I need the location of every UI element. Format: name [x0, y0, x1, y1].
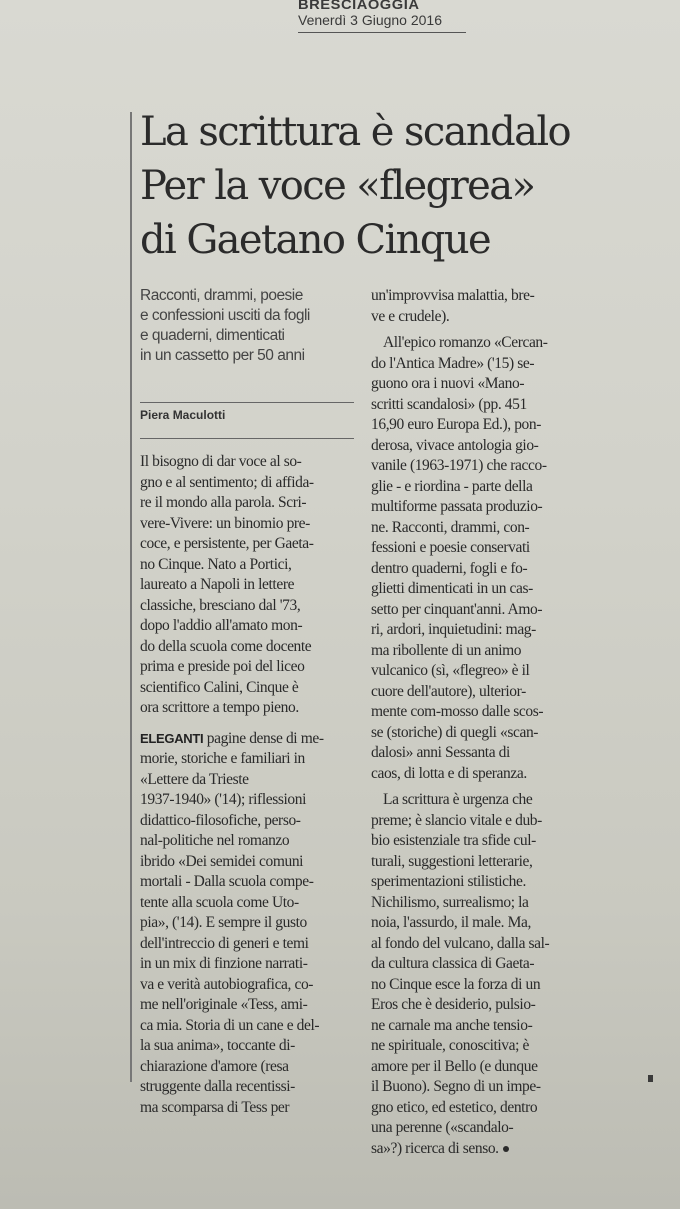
text-line-content: mente com-mosso dalle scos-	[371, 703, 544, 720]
text-line	[140, 1057, 358, 1078]
text-line	[371, 559, 593, 580]
text-line-content: ne spirituale, conoscitiva; è	[371, 1037, 529, 1054]
text-line	[371, 620, 593, 641]
text-line-content: ne. Racconti, drammi, con-	[371, 518, 530, 536]
text-line-content: amore per il Bello (e dunque	[371, 1057, 538, 1075]
masthead-rule	[298, 32, 466, 33]
text-line	[140, 534, 358, 555]
text-line-content: guono ora i nuovi «Mano-	[371, 375, 525, 392]
text-line	[371, 1036, 593, 1057]
text-line	[371, 374, 593, 395]
paragraph-4	[371, 790, 593, 1159]
paragraph-1	[140, 452, 358, 719]
text-line	[371, 764, 593, 785]
text-line-content: pia», ('14). E sempre il gusto	[140, 914, 307, 931]
text-line-content: didattico-filosofiche, perso-	[140, 811, 301, 829]
text-line	[371, 811, 593, 832]
headline-line: di Gaetano Cinque	[140, 217, 491, 263]
kicker-continuation: pagine dense di me-	[203, 729, 324, 747]
paragraph-3	[371, 333, 593, 784]
text-line-content: no Cinque esce la forza di un	[371, 975, 541, 993]
text-line-content: turali, suggestioni letterarie,	[371, 852, 533, 870]
text-line-content: sa»?) ricerca di senso.	[371, 1139, 499, 1157]
text-line-content: tente alla scuola come Uto-	[140, 893, 299, 911]
text-line	[371, 286, 593, 307]
text-line-content: prima e preside poi del liceo	[140, 658, 305, 675]
text-line-content: ibrido «Dei semidei comuni	[140, 852, 304, 870]
text-line	[371, 682, 593, 703]
text-line-content: chiarazione d'amore (resa	[140, 1057, 289, 1075]
text-line	[371, 354, 593, 375]
text-line-content: ma ribollente di un animo	[371, 641, 522, 659]
text-line-content: ora scrittore a tempo pieno.	[140, 699, 299, 716]
article-column-2	[371, 286, 593, 1159]
text-line	[140, 831, 358, 852]
text-line	[371, 954, 593, 975]
text-line	[371, 579, 593, 600]
text-line-content: vere-Vivere: un binomio pre-	[140, 514, 310, 532]
text-line	[140, 657, 358, 678]
text-line	[140, 954, 358, 975]
standfirst-line: Racconti, drammi, poesie	[140, 287, 303, 304]
text-line	[140, 749, 358, 770]
text-line	[371, 872, 593, 893]
masthead	[298, 0, 468, 28]
text-line-content: cuore dell'autore), ulterior-	[371, 682, 526, 700]
text-line	[371, 1118, 593, 1139]
text-line-content: dentro quaderni, fogli e fo-	[371, 559, 528, 577]
text-line	[140, 596, 358, 617]
text-line	[371, 436, 593, 457]
text-line-content: scritti scandalosi» (pp. 451	[371, 395, 527, 413]
text-line-content: La scrittura è urgenza che	[383, 791, 533, 808]
text-line-content: re il mondo alla parola. Scri-	[140, 494, 307, 511]
text-line-content: noia, l'assurdo, il male. Ma,	[371, 914, 531, 931]
text-line	[371, 497, 593, 518]
text-line-content: morie, storiche e familiari in	[140, 750, 305, 767]
text-line	[140, 698, 358, 719]
text-line	[140, 1077, 358, 1098]
text-line-content: Eros che è desiderio, pulsio-	[371, 996, 536, 1013]
text-line	[140, 514, 358, 535]
text-line	[371, 893, 593, 914]
text-line	[371, 831, 593, 852]
text-line	[140, 1036, 358, 1057]
text-line	[140, 1016, 358, 1037]
text-line-content: 16,90 euro Europa Ed.), pon-	[371, 416, 542, 433]
text-line	[140, 473, 358, 494]
text-line-content: Nichilismo, surrealismo; la	[371, 893, 529, 911]
kicker-line	[140, 729, 358, 750]
text-line-content: ma scomparsa di Tess per	[140, 1098, 290, 1116]
text-line	[371, 1139, 593, 1160]
text-line	[140, 493, 358, 514]
text-line-content: 1937-1940» ('14); riflessioni	[140, 791, 306, 808]
text-line	[140, 995, 358, 1016]
text-line	[140, 616, 358, 637]
paragraph-gap	[140, 719, 358, 729]
text-line-content: dalosi» anni Sessanta di	[371, 744, 510, 761]
text-line	[140, 913, 358, 934]
text-line	[140, 852, 358, 873]
text-line	[371, 538, 593, 559]
text-line	[140, 872, 358, 893]
headline-line: La scrittura è scandalo	[140, 109, 571, 155]
text-line	[371, 1077, 593, 1098]
text-line	[371, 913, 593, 934]
text-line-content: fessioni e poesie conservati	[371, 539, 530, 556]
article-column-1	[140, 452, 358, 1118]
text-line-content: nal-politiche nel romanzo	[140, 832, 290, 849]
text-line	[371, 743, 593, 764]
text-line-content: sperimentazioni stilistiche.	[371, 873, 526, 890]
byline-top-rule	[140, 402, 354, 403]
text-line-content: Il bisogno di dar voce al so-	[140, 453, 302, 470]
text-line-content: laureato a Napoli in lettere	[140, 576, 295, 593]
standfirst-line: e confessioni usciti da fogli	[140, 307, 310, 324]
text-line	[140, 637, 358, 658]
column-divider	[130, 112, 132, 1082]
text-line	[371, 1016, 593, 1037]
text-line-content: dell'intreccio di generi e temi	[140, 934, 309, 952]
text-line	[140, 452, 358, 473]
paragraph-continued	[371, 286, 593, 327]
newspaper-name: BRESCIAOGGIA	[298, 0, 420, 12]
text-line-content: mortali - Dalla scuola compe-	[140, 873, 314, 890]
kicker: ELEGANTI	[140, 730, 204, 746]
text-line	[371, 307, 593, 328]
text-line-content: il Buono). Segno di un impe-	[371, 1078, 541, 1095]
text-line	[371, 477, 593, 498]
text-line-content: All'epico romanzo «Cercan-	[383, 334, 548, 351]
standfirst	[140, 286, 362, 366]
text-line	[371, 395, 593, 416]
text-line-content: da cultura classica di Gaeta-	[371, 955, 535, 972]
text-line-content: va e verità autobiografica, co-	[140, 975, 314, 993]
text-line-content: al fondo del vulcano, dalla sal-	[371, 934, 550, 952]
text-line-content: ve e crudele).	[371, 307, 450, 325]
headline	[140, 105, 610, 267]
text-line-content: struggente dalla recentissi-	[140, 1078, 295, 1095]
text-line-content: caos, di lotta e di speranza.	[371, 764, 527, 782]
text-line	[140, 790, 358, 811]
text-line-content: no Cinque. Nato a Portici,	[140, 555, 292, 573]
standfirst-line: in un cassetto per 50 anni	[140, 347, 305, 364]
text-line-content: «Lettere da Trieste	[140, 770, 249, 788]
text-line	[140, 575, 358, 596]
text-line-content: ca mia. Storia di un cane e del-	[140, 1016, 320, 1034]
paragraph-2	[140, 749, 358, 1118]
text-line-content: scientifico Calini, Cinque è	[140, 678, 299, 696]
text-line-content: do della scuola come docente	[140, 637, 312, 655]
text-line	[371, 333, 593, 354]
text-line	[371, 975, 593, 996]
text-line-content: ri, ardori, inquietudini: mag-	[371, 621, 536, 638]
text-line	[371, 790, 593, 811]
text-line	[371, 995, 593, 1016]
text-line-content: vulcanico (sì, «flegreo» è il	[371, 662, 530, 679]
text-line-content: multiforme passata produzio-	[371, 498, 543, 515]
text-line-content: bio esistenziale tra sfide cul-	[371, 832, 536, 849]
text-line	[140, 975, 358, 996]
text-line-content: gno etico, ed estetico, dentro	[371, 1098, 538, 1116]
text-line	[371, 600, 593, 621]
text-line-content: gno e al sentimento; di affida-	[140, 473, 314, 491]
text-line-content: dopo l'addio all'amato mon-	[140, 617, 303, 634]
headline-line: Per la voce «flegrea»	[140, 163, 535, 209]
text-line-content: vanile (1963-1971) che racco-	[371, 457, 547, 474]
text-line	[140, 934, 358, 955]
text-line	[371, 934, 593, 955]
text-line	[371, 456, 593, 477]
text-line-content: classiche, bresciano dal '73,	[140, 596, 301, 614]
text-line	[371, 723, 593, 744]
text-line	[371, 702, 593, 723]
text-line-content: setto per cinquant'anni. Amo-	[371, 600, 543, 618]
byline: Piera Maculotti	[140, 408, 226, 422]
text-line	[371, 1098, 593, 1119]
byline-bottom-rule	[140, 438, 354, 439]
text-line-content: se (storiche) di quegli «scan-	[371, 723, 539, 741]
text-line-content: un'improvvisa malattia, bre-	[371, 287, 535, 304]
text-line	[140, 893, 358, 914]
text-line	[371, 852, 593, 873]
text-line	[140, 770, 358, 791]
text-line-content: in un mix di finzione narrati-	[140, 955, 308, 972]
text-line-content: una perenne («scandalo-	[371, 1119, 514, 1136]
end-of-article-dot	[503, 1146, 509, 1152]
page-mark	[648, 1075, 653, 1082]
text-line-content: derosa, vivace antologia gio-	[371, 436, 539, 454]
text-line-content: coce, e persistente, per Gaeta-	[140, 535, 314, 552]
text-line	[140, 1098, 358, 1119]
text-line-content: glie - e riordina - parte della	[371, 477, 533, 495]
text-line	[140, 678, 358, 699]
text-line-content: preme; è slancio vitale e dub-	[371, 811, 542, 829]
text-line-content: ne carnale ma anche tensio-	[371, 1016, 533, 1034]
standfirst-line: e quaderni, dimenticati	[140, 327, 285, 344]
text-line-content: glietti dimenticati in un cas-	[371, 580, 533, 597]
text-line	[371, 661, 593, 682]
text-line	[140, 555, 358, 576]
text-line	[371, 518, 593, 539]
text-line	[371, 1057, 593, 1078]
text-line	[140, 811, 358, 832]
text-line-content: la sua anima», toccante di-	[140, 1037, 295, 1054]
text-line	[371, 641, 593, 662]
text-line-content: me nell'originale «Tess, ami-	[140, 996, 308, 1013]
text-line	[371, 415, 593, 436]
text-line-content: do l'Antica Madre» ('15) se-	[371, 354, 535, 372]
issue-date: Venerdì 3 Giugno 2016	[298, 12, 443, 28]
